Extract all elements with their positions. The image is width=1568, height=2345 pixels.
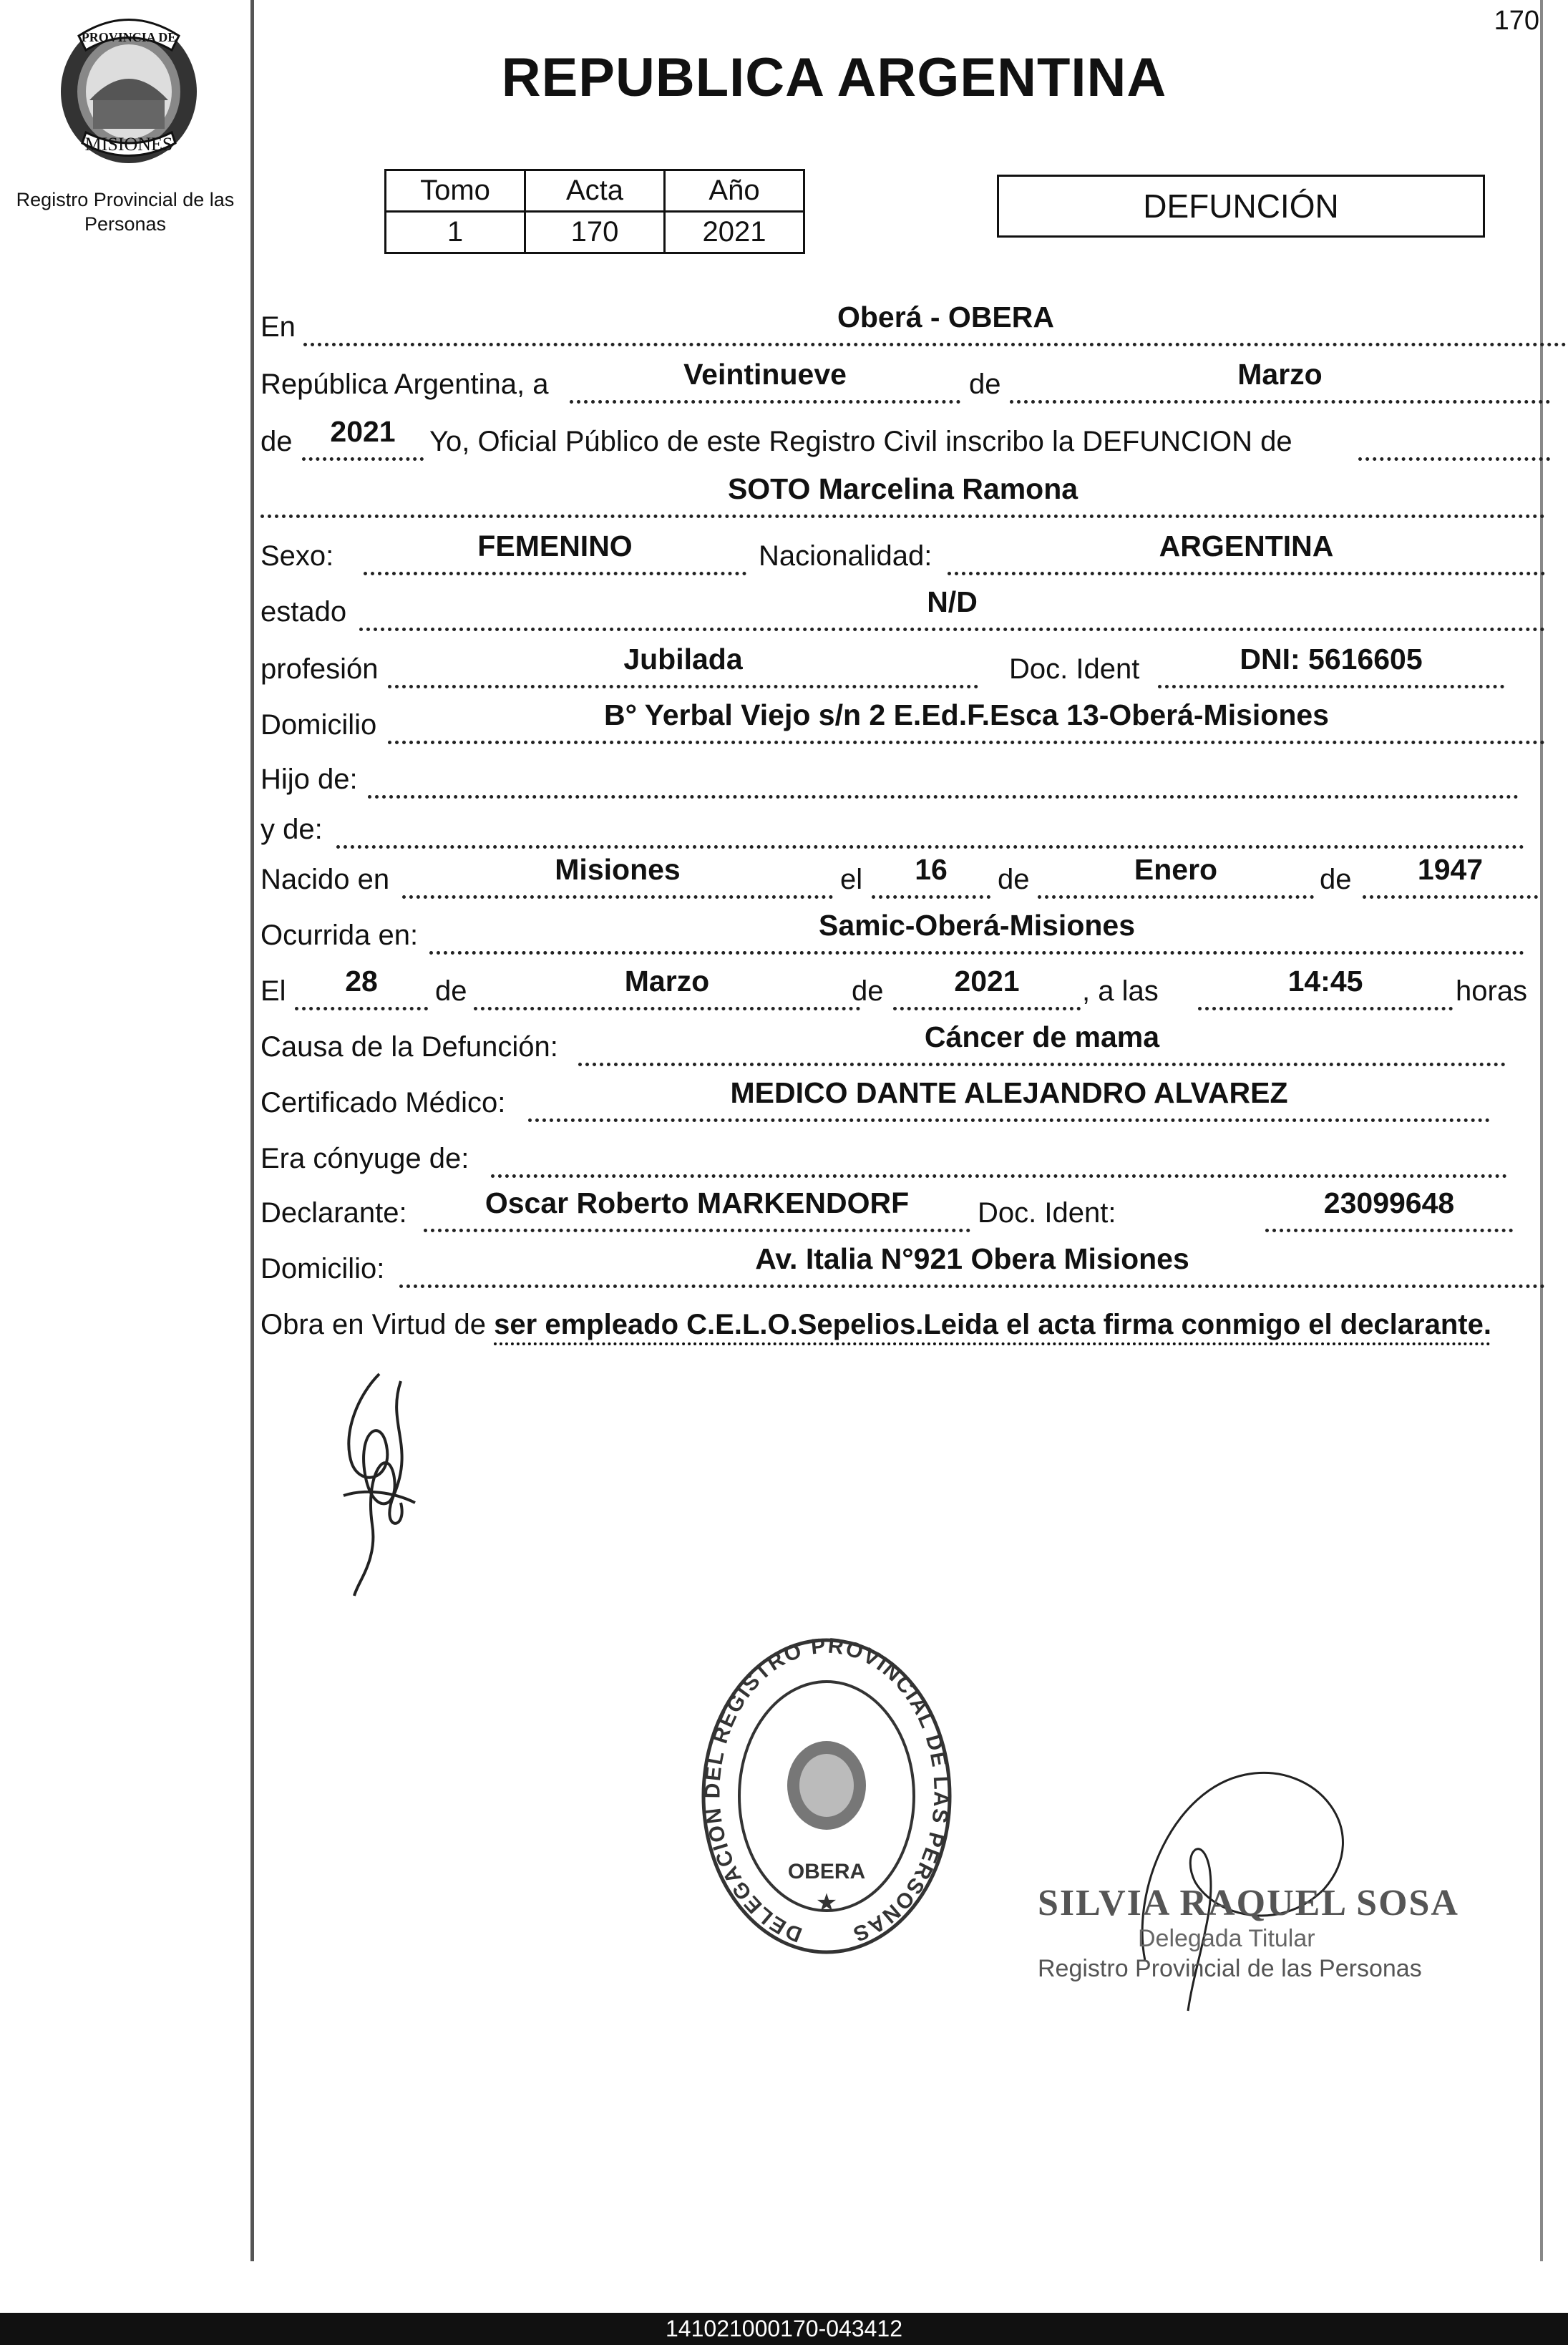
label-de-5: de (435, 975, 467, 1007)
field-declarante: Oscar Roberto MARKENDORF (424, 1189, 970, 1232)
record-table (384, 169, 805, 254)
label-de-6: de (852, 975, 884, 1007)
seal-ring-text: DELEGACION DEL REGISTRO PROVINCIAL DE LAS PERSONAS (701, 1634, 953, 1947)
logo-text-bottom: MISIONES (84, 134, 173, 155)
label-de-1: de (969, 369, 1001, 400)
row-causa (260, 1022, 1549, 1072)
row-ocurrida (260, 910, 1549, 960)
footer-code-bar (0, 2313, 1568, 2345)
row-nacimiento (260, 854, 1549, 905)
field-sexo: FEMENINO (364, 532, 746, 575)
signatory-organization: Registro Provincial de las Personas (1038, 1955, 1422, 1982)
field-documento: DNI: 5616605 (1158, 645, 1504, 688)
seal-star-icon: ★ (815, 1889, 838, 1916)
left-margin-line (250, 0, 254, 2261)
label-republica: República Argentina, a (260, 369, 549, 400)
record-table-value-row (386, 212, 804, 253)
field-profesion: Jubilada (388, 645, 978, 688)
label-sexo: Sexo: (260, 540, 334, 572)
record-table-header-row (386, 170, 804, 212)
table-value-tomo: 1 (386, 212, 525, 253)
row-certificado (260, 1078, 1549, 1128)
label-yo: Yo, Oficial Público de este Registro Civil inscribo la DEFUNCION de (429, 426, 1292, 457)
table-value-acta: 170 (525, 212, 665, 253)
page-title: REPUBLICA ARGENTINA (501, 47, 1167, 108)
label-y-de: y de: (260, 814, 323, 845)
row-sexo (260, 531, 1549, 581)
row-lugar (260, 302, 1549, 352)
footer-code: 141021000170-043412 (666, 2316, 902, 2341)
field-estado: N/D (359, 588, 1545, 631)
field-def-anio: 2021 (893, 967, 1081, 1010)
field-declarante-domicilio: Av. Italia N°921 Obera Misiones (399, 1244, 1545, 1288)
label-conyuge: Era cónyuge de: (260, 1143, 469, 1174)
field-nombre: SOTO Marcelina Ramona (260, 474, 1545, 518)
page-number: 170 (1494, 6, 1539, 36)
row-domicilio (260, 700, 1549, 750)
field-nac-mes: Enero (1038, 855, 1314, 899)
field-def-mes: Marzo (474, 967, 860, 1010)
table-header-tomo: Tomo (386, 170, 525, 212)
row-domicilio-declarante (260, 1244, 1549, 1294)
field-dia-letras: Veintinueve (570, 360, 960, 404)
label-el: el (840, 864, 863, 895)
document-type-box: DEFUNCIÓN (997, 175, 1485, 238)
label-domicilio: Domicilio (260, 709, 377, 741)
row-declarante (260, 1188, 1549, 1238)
label-el-cap: El (260, 975, 286, 1007)
label-de-3: de (998, 864, 1030, 895)
label-de-2: de (260, 426, 293, 457)
field-nac-anio: 1947 (1363, 855, 1538, 899)
table-header-anio: Año (665, 170, 804, 212)
logo-text-top: PROVINCIA DE (81, 30, 177, 44)
seal-city-text: OBERA (787, 1860, 866, 1883)
signatory-name-stamp: SILVIA RAQUEL SOSA (1038, 1883, 1459, 1924)
label-declarante: Declarante: (260, 1197, 407, 1229)
field-nacido-en: Misiones (402, 855, 833, 899)
table-header-acta: Acta (525, 170, 665, 212)
label-doc-ident-2: Doc. Ident: (978, 1197, 1116, 1229)
label-causa: Causa de la Defunción: (260, 1031, 558, 1063)
field-nacionalidad: ARGENTINA (948, 532, 1545, 575)
row-y-de (260, 804, 1549, 854)
field-def-dia: 28 (295, 967, 428, 1010)
label-estado: estado (260, 596, 347, 628)
row-estado (260, 587, 1549, 637)
field-certificado: MEDICO DANTE ALEJANDRO ALVAREZ (528, 1078, 1490, 1122)
field-mes: Marzo (1010, 360, 1550, 404)
label-nacionalidad: Nacionalidad: (759, 540, 932, 572)
label-hijo-de: Hijo de: (260, 764, 358, 795)
label-profesion: profesión (260, 653, 379, 685)
official-seal (698, 1632, 955, 1961)
field-y-de (336, 805, 1524, 849)
field-declarante-doc: 23099648 (1265, 1189, 1513, 1232)
label-nacido-en: Nacido en (260, 864, 390, 895)
label-horas: horas (1456, 975, 1528, 1007)
label-certificado: Certificado Médico: (260, 1087, 506, 1118)
field-lugar: Oberá - OBERA (303, 303, 1568, 346)
obra-en-virtud (260, 1305, 1544, 1345)
row-fecha (260, 359, 1549, 409)
field-hijo-de (368, 755, 1519, 799)
field-ocurrida-en: Samic-Oberá-Misiones (429, 911, 1524, 955)
row-fecha-defuncion (260, 966, 1549, 1016)
label-doc-ident: Doc. Ident (1009, 653, 1140, 685)
signatory-role: Delegada Titular (1138, 1925, 1315, 1952)
row-nombre (260, 474, 1549, 524)
label-en: En (260, 311, 296, 343)
row-profesion (260, 644, 1549, 694)
registry-name: Registro Provincial de las Personas (16, 189, 235, 235)
row-hijo-de (260, 754, 1549, 804)
row-conyuge (260, 1134, 1549, 1184)
field-blank-1 (1358, 417, 1550, 461)
label-ocurrida-en: Ocurrida en: (260, 920, 419, 951)
field-causa: Cáncer de mama (578, 1023, 1506, 1066)
field-conyuge (491, 1134, 1507, 1178)
field-anio: 2021 (302, 417, 424, 461)
field-obra-virtud: ser empleado C.E.L.O.Sepelios.Leida el acta firma conmigo el declarante. (494, 1309, 1491, 1340)
label-obra: Obra en Virtud de (260, 1309, 487, 1340)
table-value-anio: 2021 (665, 212, 804, 253)
declarant-signature (315, 1367, 444, 1603)
label-domicilio-2: Domicilio: (260, 1253, 385, 1284)
field-hora: 14:45 (1198, 967, 1453, 1010)
label-de-4: de (1320, 864, 1352, 895)
field-domicilio: B° Yerbal Viejo s/n 2 E.Ed.F.Esca 13-Oberá-Misiones (388, 701, 1545, 744)
row-anio-declaracion (260, 416, 1549, 467)
label-a-las: , a las (1082, 975, 1159, 1007)
field-nac-dia: 16 (872, 855, 990, 899)
